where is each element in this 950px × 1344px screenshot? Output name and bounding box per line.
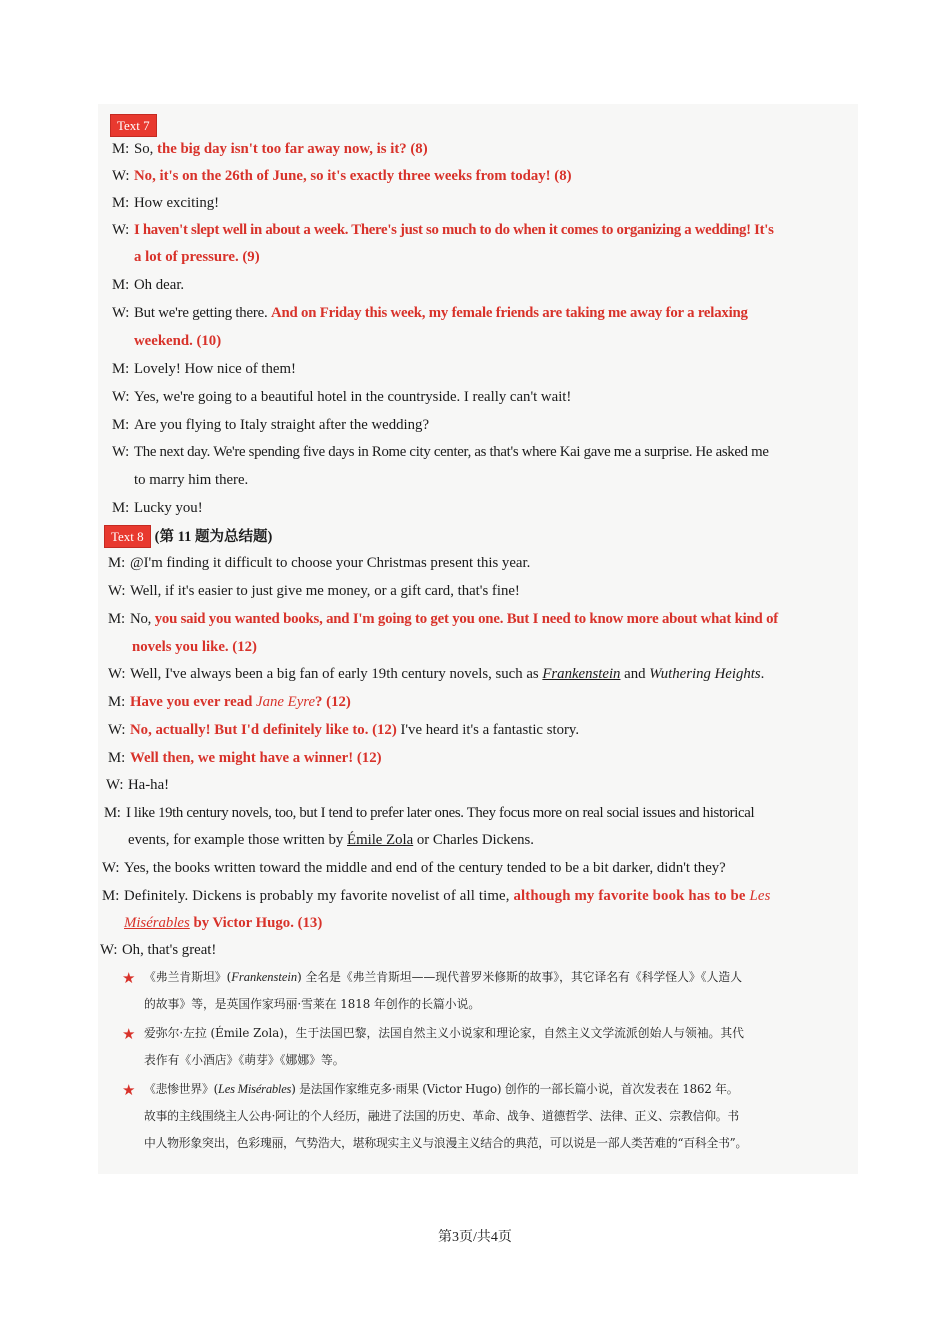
dialogue-line: M: So, the big day isn't too far away now, is it? (8) — [112, 141, 428, 157]
book-title: Wuthering Heights — [649, 666, 761, 682]
dialogue-line: W: Well, if it's easier to just give me money, or a gift card, that's fine! — [108, 583, 520, 599]
book-title: Les — [749, 888, 771, 904]
dialogue-line: M: Lucky you! — [112, 500, 203, 516]
dialogue-line: W: Ha-ha! — [106, 777, 170, 793]
star-icon: ★ — [122, 1027, 136, 1043]
dialogue-line: M: Definitely. Dickens is probably my favorite novelist of all time, although my favorite book has to be Les — [102, 888, 771, 904]
dialogue-line: W: No, it's on the 26th of June, so it's exactly three weeks from today! (8) — [112, 168, 572, 184]
text8-note: (第 11 题为总结题) — [154, 529, 273, 545]
star-icon: ★ — [122, 1083, 136, 1099]
dialogue-continuation: weekend. (10) — [134, 333, 222, 349]
note-zola: 爱弥尔·左拉 (Émile Zola)，生于法国巴黎，法国自然主义小说家和理论家，自然主义文学流派创始人与领袖。其代 表作有《小酒店》《萌芽》《娜娜》等。 — [144, 1026, 744, 1067]
text8-label: Text 8 — [104, 525, 151, 548]
dialogue-line: W: Oh, that's great! — [100, 942, 217, 958]
dialogue-line: W: Yes, the books written toward the middle and end of the century tended to be a bit darker, didn't they? — [102, 860, 726, 876]
text7-label: Text 7 — [110, 114, 157, 137]
dialogue-line: M: Lovely! How nice of them! — [112, 361, 296, 377]
book-title: Frankenstein — [542, 666, 621, 682]
dialogue-line: M: Have you ever read Jane Eyre? (12) — [108, 694, 351, 710]
dialogue-line: W: I haven't slept well in about a week. There's just so much to do when it comes to organizing a wedding! It's — [112, 222, 774, 238]
dialogue-line: W: Yes, we're going to a beautiful hotel in the countryside. I really can't wait! — [112, 389, 572, 405]
page-footer: 第3页/共4页 — [438, 1230, 512, 1245]
dialogue-line: M: How exciting! — [112, 195, 220, 211]
author-name: Émile Zola — [347, 832, 414, 848]
dialogue-line: M: No, you said you wanted books, and I'm going to get you one. But I need to know more about what kind of — [108, 611, 778, 627]
dialogue-continuation: Misérables by Victor Hugo. (13) — [124, 915, 323, 931]
book-title: Misérables — [124, 915, 190, 931]
note-les-miserables: 《悲惨世界》(Les Misérables) 是法国作家维克多·雨果 (Victor Hugo) 创作的一部长篇小说，首次发表在 1862 年。 故事的主线围绕主人公冉·阿让的个人经历，融进了法国的历史、革命、战争、道德哲学、法律、正义、宗教信仰。书 中人物形象突出，色彩瑰丽，气势浩大，堪称现实主义与浪漫主义结合的典范，可以说是一部人类苦难的“百科全书”。 — [144, 1082, 748, 1150]
dialogue-continuation: events, for example those written by Émile Zola or Charles Dickens. — [128, 832, 535, 848]
dialogue-line: W: No, actually! But I'd definitely like to. (12) I've heard it's a fantastic story. — [108, 722, 580, 738]
book-title: Jane Eyre — [256, 694, 316, 710]
text8-header — [104, 525, 272, 548]
dialogue-line: M: Are you flying to Italy straight after the wedding? — [112, 417, 430, 433]
dialogue-continuation: to marry him there. — [134, 472, 249, 488]
dialogue-line: W: But we're getting there. And on Friday this week, my female friends are taking me away for a relaxing — [112, 305, 748, 321]
dialogue-line: W: The next day. We're spending five days in Rome city center, as that's where Kai gave me a surprise. He asked me — [112, 444, 769, 460]
dialogue-continuation: a lot of pressure. (9) — [134, 249, 260, 265]
note-frankenstein: 《弗兰肯斯坦》(Frankenstein) 全名是《弗兰肯斯坦——现代普罗米修斯的故事》，其它译名有《科学怪人》《人造人 的故事》等，是英国作家玛丽·雪莱在 1818 年创作的长篇小说。 — [144, 970, 742, 1011]
dialogue-continuation: novels you like. (12) — [132, 639, 257, 655]
star-icon: ★ — [122, 971, 136, 987]
dialogue-line: W: Well, I've always been a big fan of early 19th century novels, such as Frankenstein and Wuthering Heights. — [108, 666, 765, 682]
dialogue-line: M: I like 19th century novels, too, but I tend to prefer later ones. They focus more on real social issues and historical — [104, 805, 755, 821]
dialogue-line: M: Oh dear. — [112, 277, 185, 293]
dialogue-line: M: Well then, we might have a winner! (12) — [108, 750, 382, 766]
text7-header — [110, 114, 157, 137]
dialogue-line: M: @I'm finding it difficult to choose your Christmas present this year. — [108, 555, 531, 571]
